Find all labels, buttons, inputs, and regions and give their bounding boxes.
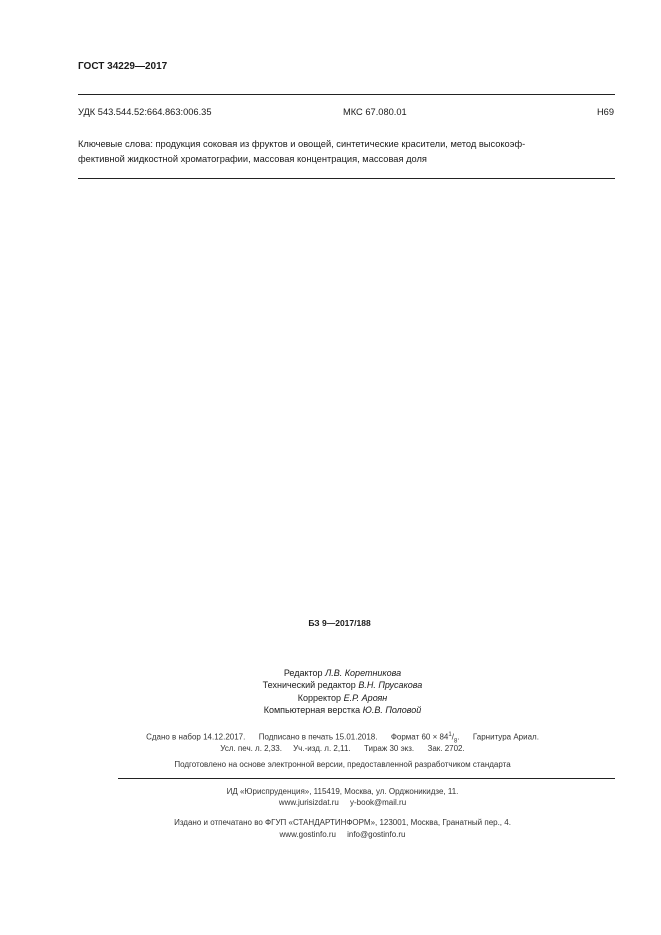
mks-code: МКС 67.080.01 bbox=[343, 107, 407, 117]
udk-code: УДК 543.544.52:664.863:006.35 bbox=[78, 107, 212, 117]
publisher-2-email[interactable]: info@gostinfo.ru bbox=[347, 830, 406, 839]
publisher-1-contacts bbox=[0, 798, 661, 807]
standard-number: ГОСТ 34229—2017 bbox=[78, 61, 168, 72]
credit-corrector: Корректор Е.Р. Ароян bbox=[297, 692, 388, 703]
credit-tech-editor: Технический редактор В.Н. Прусакова bbox=[262, 680, 423, 691]
publisher-1-address: ИД «Юриспруденция», 115419, Москва, ул. Орджоникидзе, 11. bbox=[226, 787, 459, 796]
publisher-1-email[interactable]: y-book@mail.ru bbox=[350, 798, 407, 807]
keywords-line-1: Ключевые слова: продукция соковая из фруктов и овощей, синтетические красители, метод высокоэф- bbox=[78, 139, 526, 149]
prepared-note: Подготовлено на основе электронной версии, предоставленной разработчиком стандарта bbox=[174, 760, 511, 769]
credit-layout: Компьютерная верстка Ю.В. Половой bbox=[263, 704, 422, 715]
imprint-line-1: Сдано в набор 14.12.2017. Подписано в печать 15.01.2018. Формат $60 \times 84^1/_8$. Гарнитура Ариал. bbox=[146, 732, 539, 745]
credits bbox=[0, 667, 661, 716]
publisher-2-contacts bbox=[0, 830, 661, 839]
publisher-2-address: Издано и отпечатано во ФГУП «СТАНДАРТИНФОРМ», 123001, Москва, Гранатный пер., 4. bbox=[174, 818, 511, 827]
divider bbox=[78, 94, 615, 95]
publisher-1-site[interactable]: www.jurisizdat.ru bbox=[278, 798, 339, 807]
credit-editor: Редактор Л.В. Коретникова bbox=[283, 668, 402, 678]
divider bbox=[78, 178, 615, 179]
divider bbox=[118, 778, 615, 779]
bz-number: БЗ 9—2017/188 bbox=[308, 618, 371, 628]
imprint-line-2: Усл. печ. л. 2,33. Уч.-изд. л. 2,11. Тираж 30 экз. Зак. 2702. bbox=[220, 744, 465, 753]
okstu-code: Н69 bbox=[596, 107, 614, 117]
publisher-2-site[interactable]: www.gostinfo.ru bbox=[279, 830, 336, 839]
keywords-line-2: фективной жидкостной хроматографии, массовая концентрация, массовая доля bbox=[78, 154, 427, 164]
